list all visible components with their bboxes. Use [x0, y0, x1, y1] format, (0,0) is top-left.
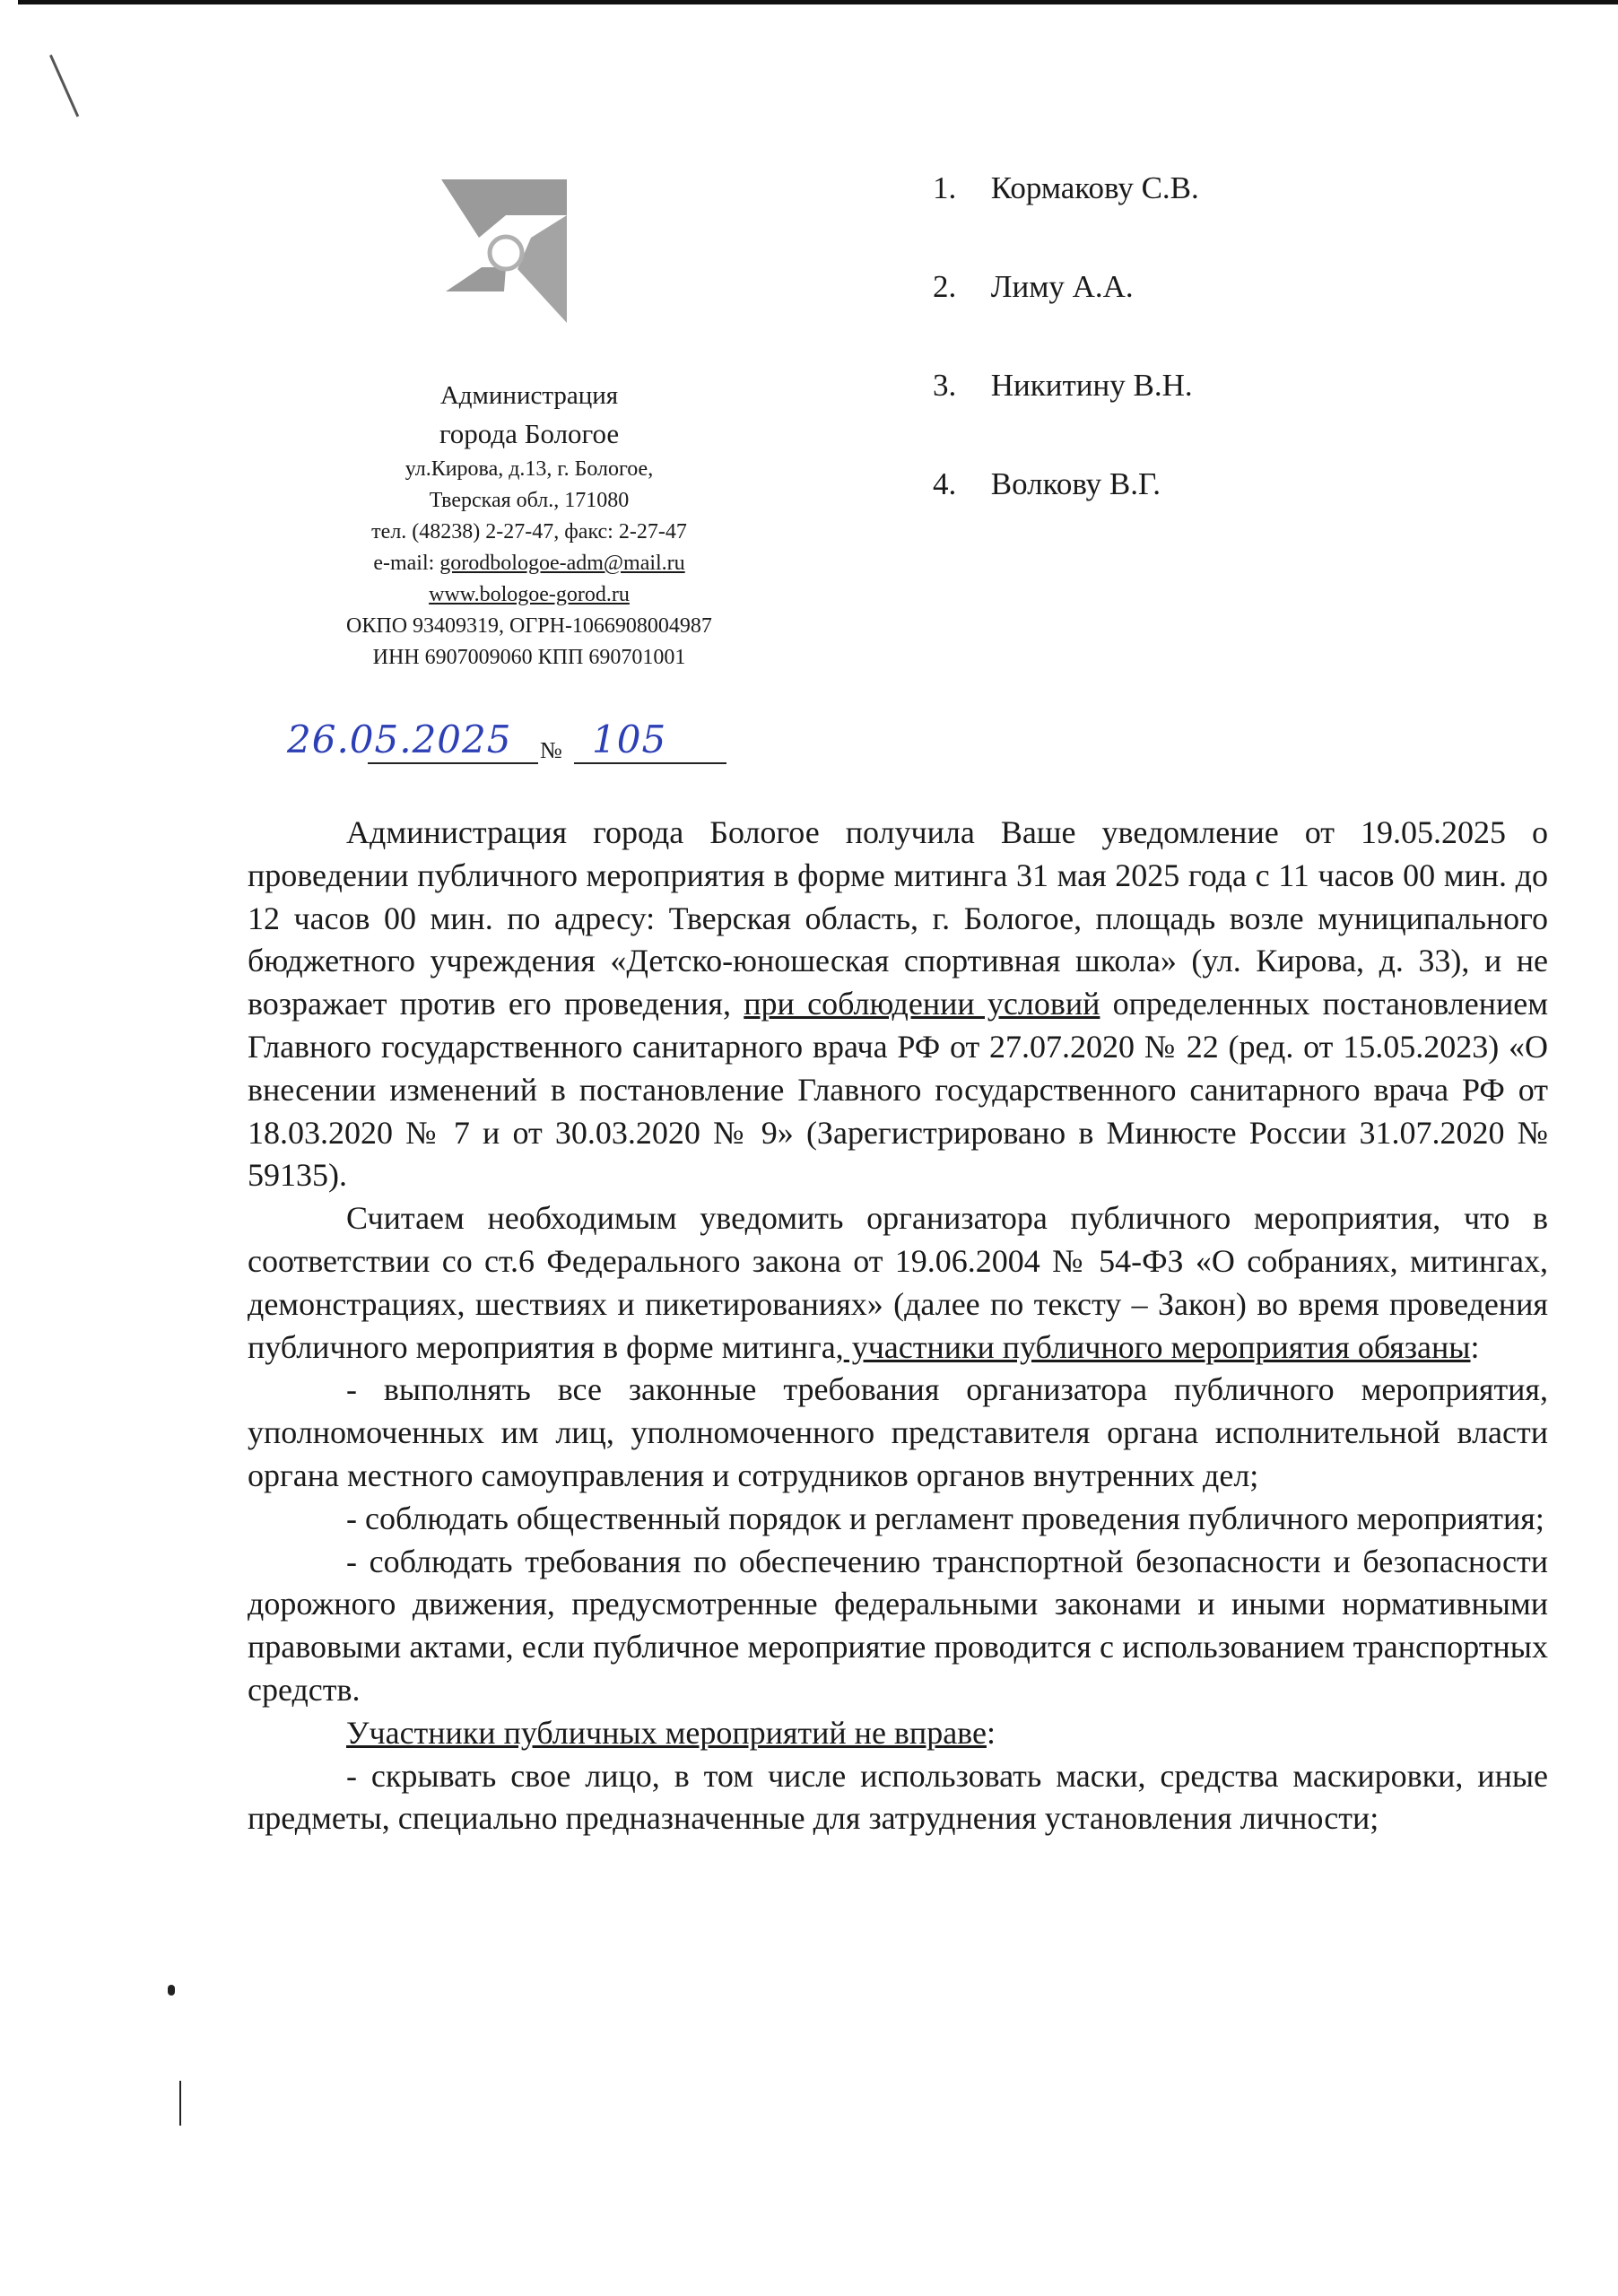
recipient-number: 2.: [933, 269, 957, 304]
number-underline: [574, 762, 726, 764]
logo-right-wedge: [518, 215, 567, 323]
prohibitions-heading: Участники публичных мероприятий не вправе: [346, 1714, 987, 1751]
handwritten-date: 26.05.2025: [287, 718, 512, 761]
number-sign: №: [540, 737, 562, 763]
recipient-item: [933, 466, 1199, 565]
notice-text-cont: определенных постановлением Главного государственного санитарного врача РФ от 27.07.2020 № 22 (ред. от 15.05.2023) «О внесении изменений в постановление Главного государственного санитарного врача РФ от 18.03.2020 № 7 и от 30.03.2020 № 9» (Зарегистрировано в Минюсте России 31.07.2020 № 59135).: [248, 986, 1548, 1194]
paragraph-notice: [248, 812, 1548, 1197]
administration-logo: [441, 179, 567, 323]
notice-underlined: при соблюдении условий: [744, 986, 1100, 1022]
letterhead-address2: Тверская обл., 171080: [429, 489, 630, 512]
pen-stroke-mark: [49, 55, 79, 117]
obligation-item: - выполнять все законные требования организатора публичного мероприятия, уполномоченных им лиц, уполномоченного представителя органа исполнительной власти органа местного самоуправления и сотрудников органов внутренних дел;: [248, 1371, 1548, 1493]
letterhead-phone: тел. (48238) 2-27-47, факс: 2-27-47: [371, 520, 687, 544]
letterhead-line1: Администрация: [439, 381, 619, 410]
letterhead: [269, 377, 789, 674]
date-underline: [368, 762, 538, 764]
letterhead-email-row: [269, 548, 789, 579]
letterhead-inn-kpp: ИНН 6907009060 КПП 690701001: [372, 646, 686, 669]
recipient-item: [933, 368, 1199, 466]
letterhead-address1: ул.Кирова, д.13, г. Бологое,: [404, 457, 654, 481]
paragraph-prohibitions-intro: [248, 1712, 1548, 1755]
scan-edge-bar: [18, 0, 1618, 4]
recipient-list: [933, 170, 1199, 565]
obligations-heading: участники публичного мероприятия обязаны: [843, 1328, 1471, 1365]
scan-speck: [168, 1985, 175, 1996]
paragraph-obligations-intro: [248, 1197, 1548, 1369]
recipient-number: 1.: [933, 170, 957, 205]
recipient-number: 3.: [933, 368, 957, 403]
email-label: e-mail:: [373, 552, 440, 575]
scan-mark: [179, 2081, 181, 2126]
recipient-name: Лиму А.А.: [990, 269, 1134, 304]
recipient-name: Волкову В.Г.: [990, 466, 1161, 501]
prohibition-item: - скрывать свое лицо, в том числе использовать маски, средства маскировки, иные предметы, специально предназначенные для затруднения установления личности;: [248, 1757, 1548, 1837]
logo-lower-wedge: [446, 267, 506, 291]
registration-block: [287, 718, 735, 771]
letterhead-line2: города Бологое: [439, 418, 620, 449]
obligations-colon: :: [1470, 1328, 1480, 1365]
logo-ring: [490, 237, 522, 269]
recipient-name: Никитину В.Н.: [990, 368, 1193, 403]
letter-body: [248, 812, 1548, 1840]
email-link[interactable]: gorodbologoe-adm@mail.ru: [439, 552, 685, 575]
notice-text: Администрация города Бологое получила Ваше уведомление от 19.05.2025 о проведении публичного мероприятия в форме митинга 31 мая 2025 года с 11 часов 00 мин. до 12 часов 00 мин. по адресу: Тверская область, г. Бологое, площадь возле муниципального бюджетного учреждения «Детско-юношеская спортивная школа» (ул. Кирова, д. 33), и не возражает против его проведения,: [248, 814, 1548, 1022]
handwritten-number: 105: [592, 718, 667, 761]
recipient-item: [933, 170, 1199, 269]
recipient-item: [933, 269, 1199, 368]
obligation-item: - соблюдать требования по обеспечению транспортной безопасности и безопасности дорожного движения, предусмотренные федеральными законами и иными нормативными правовыми актами, если публичное мероприятие проводится с использованием транспортных средств.: [248, 1543, 1548, 1708]
obligation-item: - соблюдать общественный порядок и регламент проведения публичного мероприятия;: [346, 1500, 1544, 1536]
website-link[interactable]: www.bologoe-gorod.ru: [429, 583, 630, 606]
recipient-number: 4.: [933, 466, 957, 501]
recipient-name: Кормакову С.В.: [990, 170, 1199, 205]
prohibitions-colon: :: [986, 1714, 996, 1751]
letterhead-okpo-ogrn: ОКПО 93409319, ОГРН-1066908004987: [346, 614, 712, 638]
obligations-intro-text: Считаем необходимым уведомить организатора публичного мероприятия, что в соответствии со ст.6 Федерального закона от 19.06.2004 № 54-ФЗ «О собраниях, митингах, демонстрациях, шествиях и пикетированиях» (далее по тексту – Закон) во время проведения публичного мероприятия в форме митинга,: [248, 1200, 1548, 1365]
